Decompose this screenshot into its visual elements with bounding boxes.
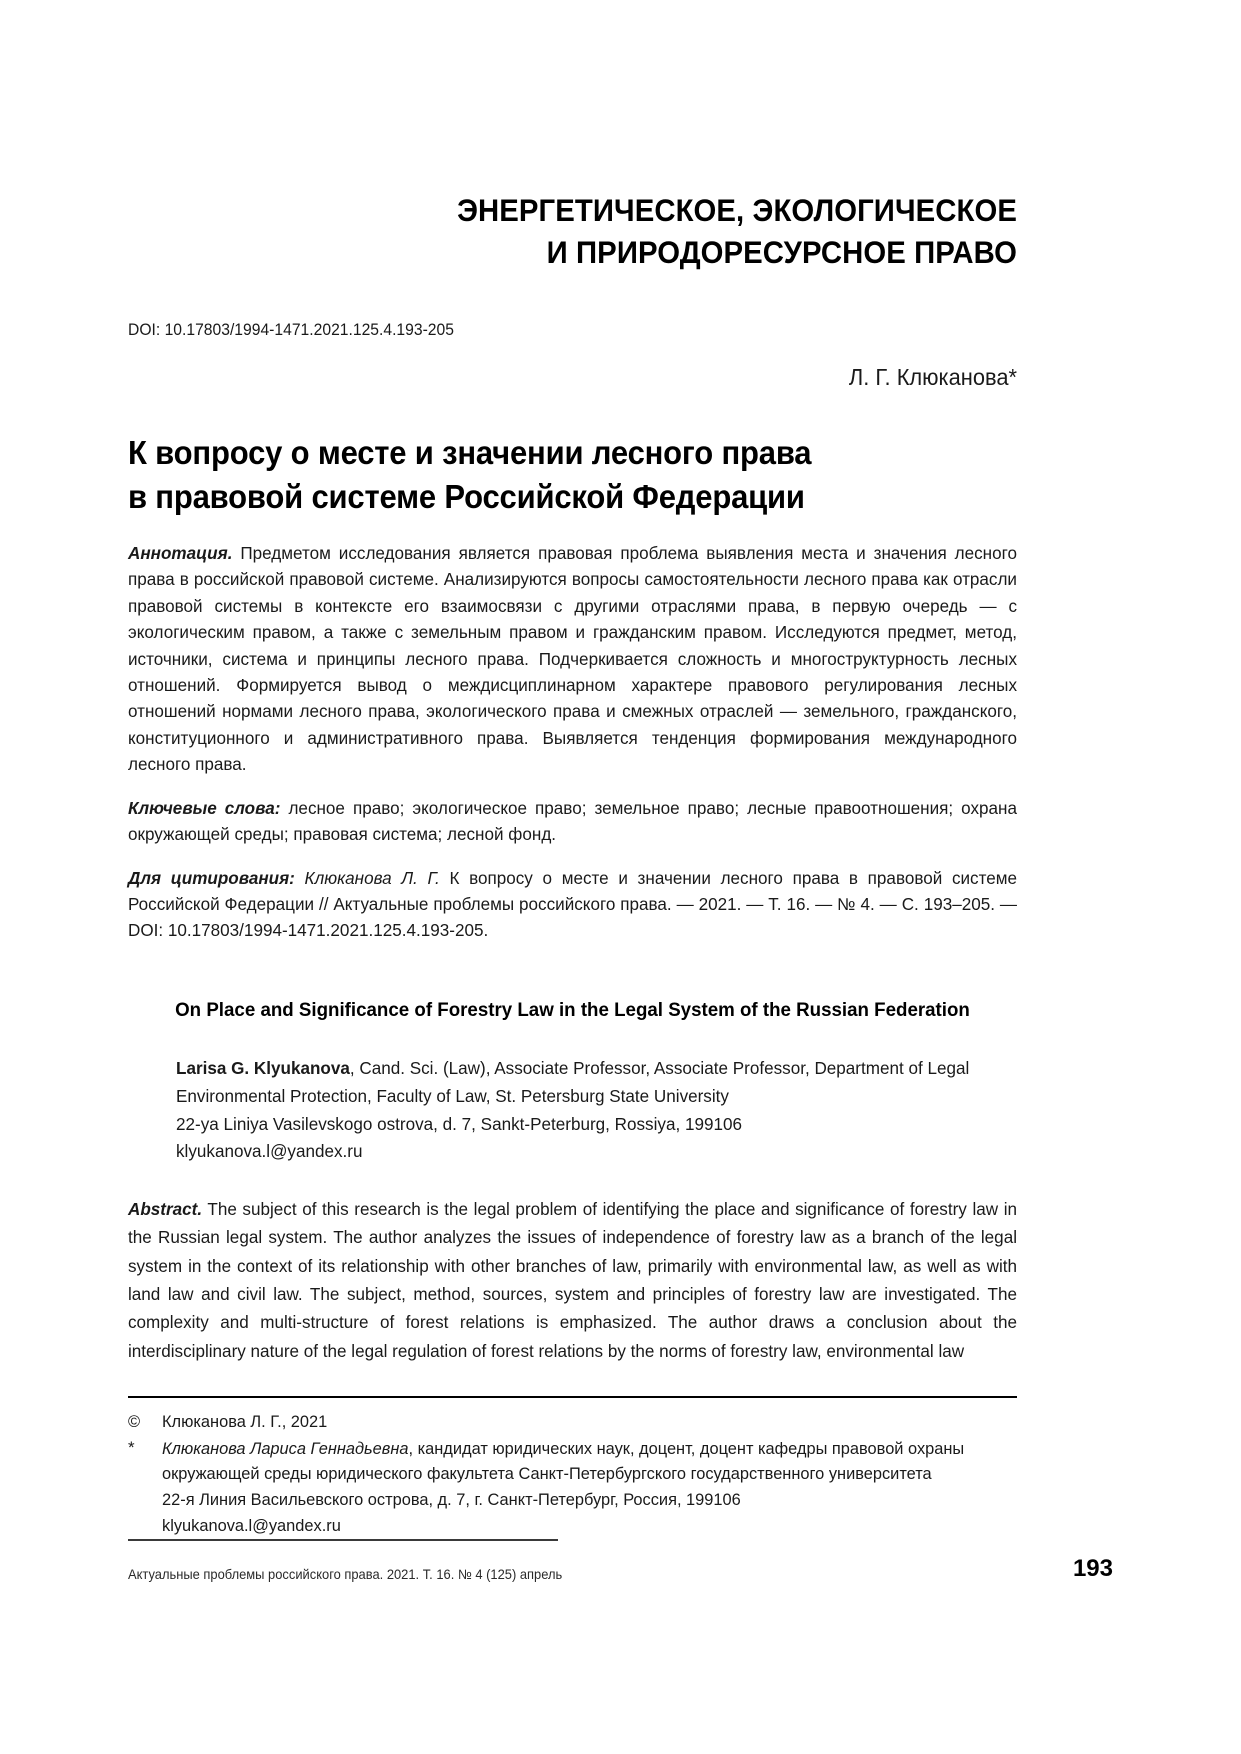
affiliation-line-2: Environmental Protection, Faculty of Law, St. Petersburg State University bbox=[176, 1086, 729, 1106]
section-rubric bbox=[190, 190, 1017, 274]
footnote-separator-rule bbox=[128, 1396, 1017, 1398]
annotation-text: Предметом исследования является правовая проблема выявления места и значения лесного права в российской правовой системе. Анализируются вопросы самостоятельности лесного права как отрасли правовой системы в контексте его взаимосвязи с другими отраслями права, в первую очередь — с экологическим правом, а также с земельным правом и гражданским правом. Исследуются предмет, метод, источники, система и принципы лесного права. Подчеркивается сложность и многоструктурность лесных отношений. Формируется вывод о междисциплинарном характере правового регулирования лесных отношений нормами лесного права, экологического права и смежных отраслей — земельного, гражданского, конституционного и административного права. Выявляется тенденция формирования международного лесного права. bbox=[128, 543, 1017, 775]
page-title-ru bbox=[128, 431, 964, 519]
section-rubric-line-1: ЭНЕРГЕТИЧЕСКОЕ, ЭКОЛОГИЧЕСКОЕ bbox=[457, 192, 1017, 228]
author-note-body bbox=[162, 1437, 1017, 1539]
page-title-ru-line-1: К вопросу о месте и значении лесного права bbox=[128, 434, 812, 472]
citation-paragraph bbox=[128, 866, 1017, 945]
author-name-en: Larisa G. Klyukanova bbox=[176, 1059, 350, 1079]
footnotes-block bbox=[128, 1410, 1017, 1539]
keywords-text: лесное право; экологическое право; земельное право; лесные правоотношения; охрана окружающей среды; правовая система; лесной фонд. bbox=[128, 798, 1018, 845]
page-title-ru-line-2: в правовой системе Российской Федерации bbox=[128, 477, 805, 515]
author-note-credentials-ru: , кандидат юридических наук, доцент, доцент кафедры правовой охраны bbox=[408, 1439, 965, 1458]
copyright-icon: © bbox=[128, 1413, 141, 1432]
running-title: Актуальные проблемы российского права. 2021. Т. 16. № 4 (125) апрель bbox=[128, 1567, 563, 1582]
keywords-paragraph bbox=[128, 796, 1017, 849]
page-content-column bbox=[128, 0, 1017, 1540]
affiliation-address-en: 22-ya Liniya Vasilevskogo ostrova, d. 7, Sankt-Peterburg, Rossiya, 199106 bbox=[176, 1114, 742, 1134]
author-full-name-ru: Клюканова Лариса Геннадьевна bbox=[162, 1439, 409, 1458]
citation-text: К вопросу о месте и значении лесного права в правовой системе Российской Федерации // Актуальные проблемы российского права. — 2021. — Т. 16. — № 4. — С. 193–205. — DOI: 10.17803/1994-1471.2021.125.4.193-205. bbox=[128, 868, 1017, 941]
doi-text: DOI: 10.17803/1994-1471.2021.125.4.193-205 bbox=[128, 320, 454, 339]
affiliation-line-1 bbox=[176, 1055, 1017, 1083]
copyright-text: Клюканова Л. Г., 2021 bbox=[162, 1413, 328, 1432]
footnote-copyright bbox=[128, 1410, 1017, 1436]
affiliation-block-en bbox=[176, 1055, 1017, 1166]
page-number: 193 bbox=[1072, 1555, 1113, 1582]
section-rubric-line-2: И ПРИРОДОРЕСУРСНОЕ ПРАВО bbox=[546, 233, 1017, 270]
annotation-label: Аннотация. bbox=[128, 543, 233, 563]
keywords-label: Ключевые слова: bbox=[128, 798, 281, 818]
author-note-line-1 bbox=[162, 1437, 1017, 1463]
abstract-paragraph-en bbox=[128, 1196, 1017, 1366]
footer-separator-rule bbox=[128, 1539, 558, 1541]
author-note-line-2: окружающей среды юридического факультета Санкт-Петербургского государственного университета bbox=[162, 1465, 932, 1484]
citation-author: Клюканова Л. Г. bbox=[294, 868, 440, 888]
citation-label: Для цитирования: bbox=[128, 868, 295, 888]
footnote-author-note bbox=[128, 1437, 1017, 1539]
abstract-label-en: Abstract. bbox=[128, 1199, 203, 1219]
annotation-paragraph bbox=[128, 541, 1017, 779]
author-note-email-ru[interactable]: klyukanova.l@yandex.ru bbox=[162, 1516, 341, 1535]
author-note-address-ru: 22-я Линия Васильевского острова, д. 7, г. Санкт-Петербург, Россия, 199106 bbox=[162, 1490, 741, 1509]
page-title-en: On Place and Significance of Forestry Law in the Legal System of the Russian Federation bbox=[175, 998, 970, 1021]
abstract-text-en: The subject of this research is the legal problem of identifying the place and significance of forestry law in the Russian legal system. The author analyzes the issues of independence of forestry law as a branch of the legal system in the context of its relationship with other branches of law, primarily with environmental law, as well as with land law and civil law. The subject, method, sources, system and principles of forestry law are investigated. The complexity and multi-structure of forest relations is emphasized. The author draws a conclusion about the interdisciplinary nature of the legal regulation of forest relations by the norms of forestry law, environmental law bbox=[128, 1199, 1017, 1361]
author-credentials-en: , Cand. Sci. (Law), Associate Professor, Associate Professor, Department of Legal bbox=[349, 1059, 970, 1079]
asterisk-icon: * bbox=[128, 1437, 135, 1457]
author-email-en[interactable]: klyukanova.l@yandex.ru bbox=[176, 1142, 363, 1162]
author-name-ru: Л. Г. Клюканова* bbox=[848, 364, 1017, 391]
